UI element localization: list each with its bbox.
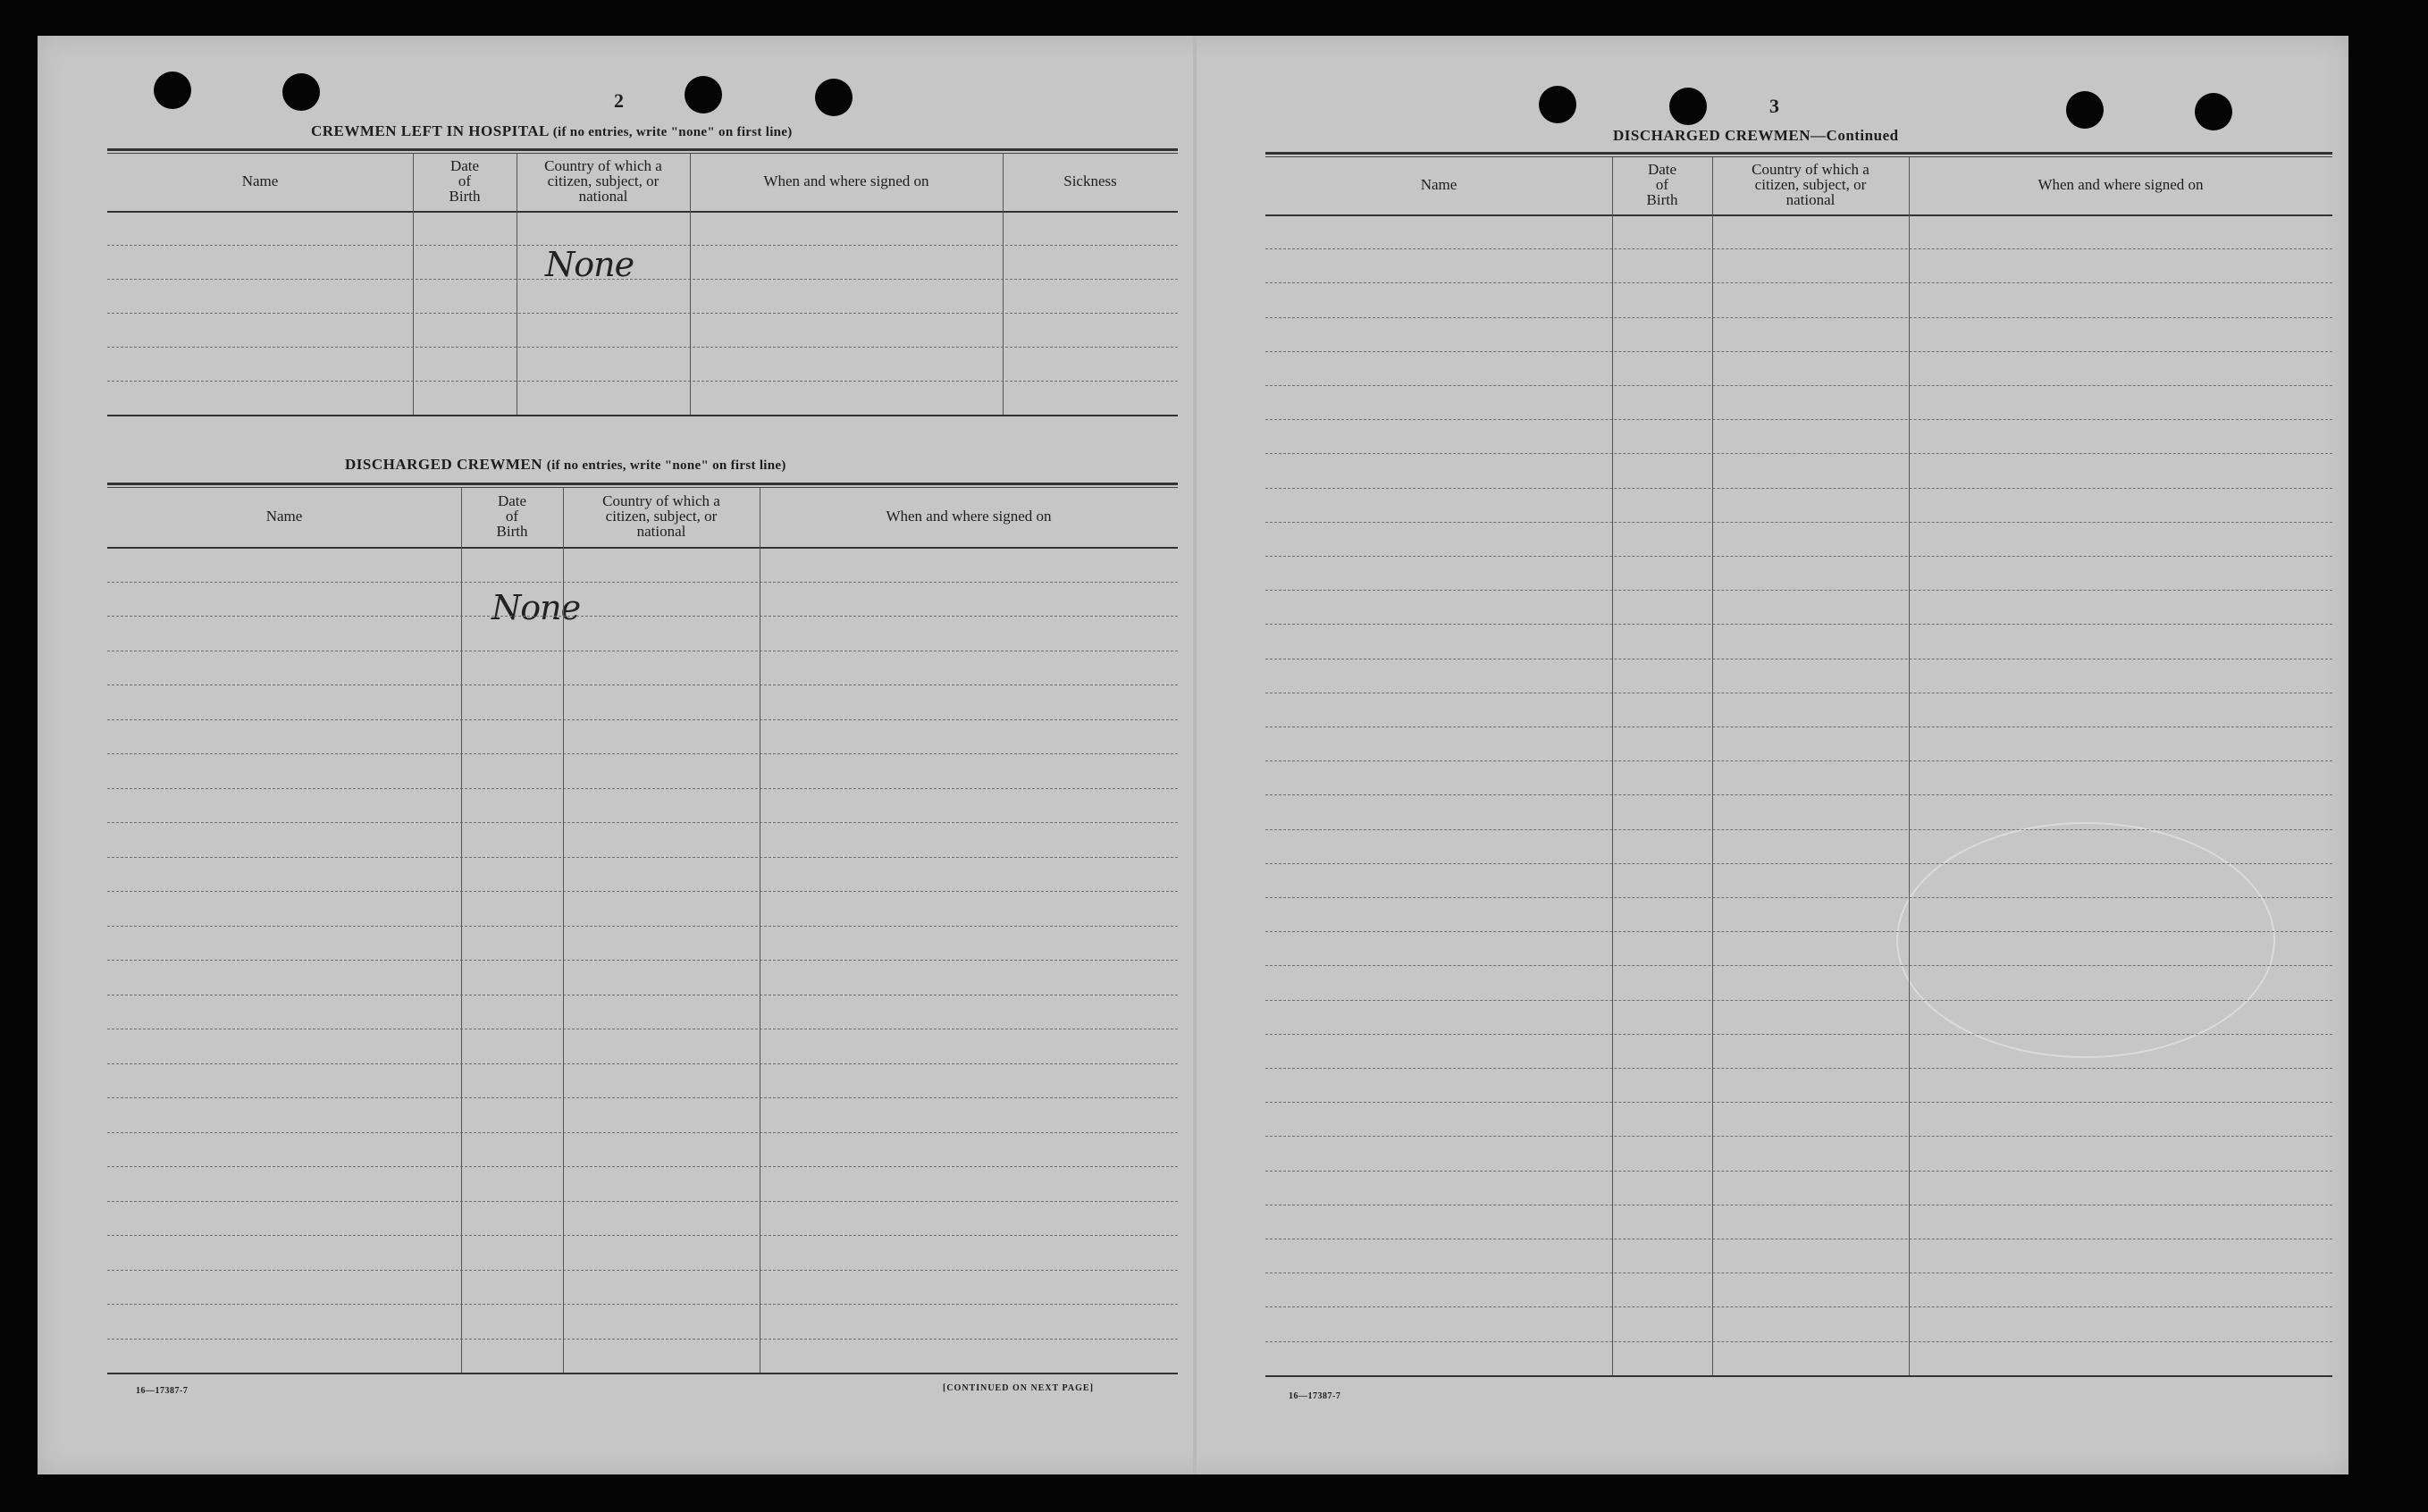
discharged-title-text: DISCHARGED CREWMEN (345, 456, 543, 473)
column-header: Date of Birth (1646, 160, 1678, 208)
row-line (107, 381, 1178, 382)
hospital-table (107, 148, 1178, 466)
row-line (1265, 590, 2332, 591)
row-line (1265, 1171, 2332, 1172)
column-header: When and where signed on (763, 172, 929, 189)
row-line (107, 1304, 1178, 1305)
row-line (1265, 1000, 2332, 1001)
row-line (107, 1097, 1178, 1098)
punch-hole (282, 73, 320, 111)
punch-hole (1669, 88, 1707, 125)
column-header: Date of Birth (449, 156, 481, 205)
row-line (107, 926, 1178, 927)
header-rule (1265, 214, 2332, 216)
row-line (1265, 965, 2332, 966)
table-top-rule (107, 148, 1178, 151)
column-header: When and where signed on (2037, 175, 2204, 193)
punch-hole (2195, 93, 2232, 130)
table-bottom-rule (107, 415, 1178, 416)
discharged-continued-table (1265, 152, 2332, 1383)
column-divider (413, 154, 414, 415)
column-header: Date of Birth (496, 491, 528, 540)
row-line (107, 960, 1178, 961)
row-line (1265, 453, 2332, 454)
row-line (1265, 522, 2332, 523)
row-line (1265, 317, 2332, 318)
page-number-left: 2 (614, 89, 624, 112)
row-line (107, 753, 1178, 754)
row-line (107, 1235, 1178, 1236)
row-line (107, 245, 1178, 246)
handwritten-entry: None (491, 588, 581, 627)
row-line (107, 279, 1178, 280)
table-top-rule (107, 487, 1178, 488)
row-line (107, 1201, 1178, 1202)
column-divider (690, 154, 691, 415)
row-line (107, 719, 1178, 720)
row-line (1265, 829, 2332, 830)
punch-hole (2066, 91, 2104, 129)
row-line (107, 1132, 1178, 1133)
discharged-continued-title: DISCHARGED CREWMEN—Continued (1613, 127, 1899, 144)
column-divider (1612, 157, 1613, 1375)
row-line (1265, 931, 2332, 932)
row-line (107, 616, 1178, 617)
table-top-rule (1265, 156, 2332, 157)
handwritten-entry: None (545, 245, 634, 284)
row-line (107, 822, 1178, 823)
column-header: Country of which a citizen, subject, or national (544, 156, 662, 205)
row-line (1265, 419, 2332, 420)
column-header: Country of which a citizen, subject, or national (602, 491, 720, 540)
column-header: When and where signed on (886, 507, 1052, 525)
column-header: Sickness (1063, 172, 1117, 189)
discharged-section-title (345, 456, 786, 474)
row-line (1265, 1341, 2332, 1342)
row-line (107, 891, 1178, 892)
table-top-rule (1265, 152, 2332, 155)
row-line (1265, 282, 2332, 283)
column-divider (1712, 157, 1713, 1375)
continued-note: [CONTINUED ON NEXT PAGE] (943, 1383, 1094, 1393)
row-line (107, 582, 1178, 583)
hospital-section-title (311, 122, 793, 140)
row-line (1265, 248, 2332, 249)
row-line (1265, 1306, 2332, 1307)
row-line (1265, 897, 2332, 898)
column-divider (461, 488, 462, 1373)
column-header: Name (241, 172, 279, 189)
punch-hole (1539, 86, 1576, 123)
column-divider (1003, 154, 1004, 415)
row-line (107, 313, 1178, 314)
page-number-right: 3 (1769, 95, 1779, 117)
row-line (107, 857, 1178, 858)
header-rule (107, 211, 1178, 213)
row-line (1265, 1034, 2332, 1035)
row-line (1265, 1068, 2332, 1069)
row-line (107, 1339, 1178, 1340)
header-rule (107, 547, 1178, 549)
discharged-title-note: (if no entries, write "none" on first line) (546, 458, 786, 473)
row-line (107, 1270, 1178, 1271)
column-divider (563, 488, 564, 1373)
punch-hole (154, 71, 191, 109)
punch-hole (685, 76, 722, 113)
table-top-rule (107, 153, 1178, 154)
row-line (1265, 556, 2332, 557)
discharged-table (107, 483, 1178, 1376)
table-bottom-rule (107, 1373, 1178, 1374)
row-line (1265, 385, 2332, 386)
row-line (1265, 488, 2332, 489)
row-line (1265, 1136, 2332, 1137)
row-line (1265, 794, 2332, 795)
table-top-rule (107, 483, 1178, 485)
row-line (1265, 863, 2332, 864)
row-line (107, 1166, 1178, 1167)
row-line (1265, 351, 2332, 352)
row-line (107, 347, 1178, 348)
page-fold (1193, 36, 1197, 1474)
form-code-right: 16—17387-7 (1289, 1391, 1341, 1401)
table-bottom-rule (1265, 1375, 2332, 1377)
row-line (1265, 1102, 2332, 1103)
column-header: Country of which a citizen, subject, or national (1752, 160, 1869, 208)
row-line (107, 1063, 1178, 1064)
form-code-left: 16—17387-7 (136, 1386, 189, 1396)
column-header: Name (1420, 175, 1458, 193)
row-line (1265, 760, 2332, 761)
row-line (107, 788, 1178, 789)
punch-hole (815, 79, 853, 116)
row-line (1265, 624, 2332, 625)
hospital-title-text: CREWMEN LEFT IN HOSPITAL (311, 122, 549, 139)
column-header: Name (265, 507, 303, 525)
column-divider (1909, 157, 1910, 1375)
form-sheet (38, 36, 2348, 1474)
hospital-title-note: (if no entries, write "none" on first line) (552, 125, 793, 139)
